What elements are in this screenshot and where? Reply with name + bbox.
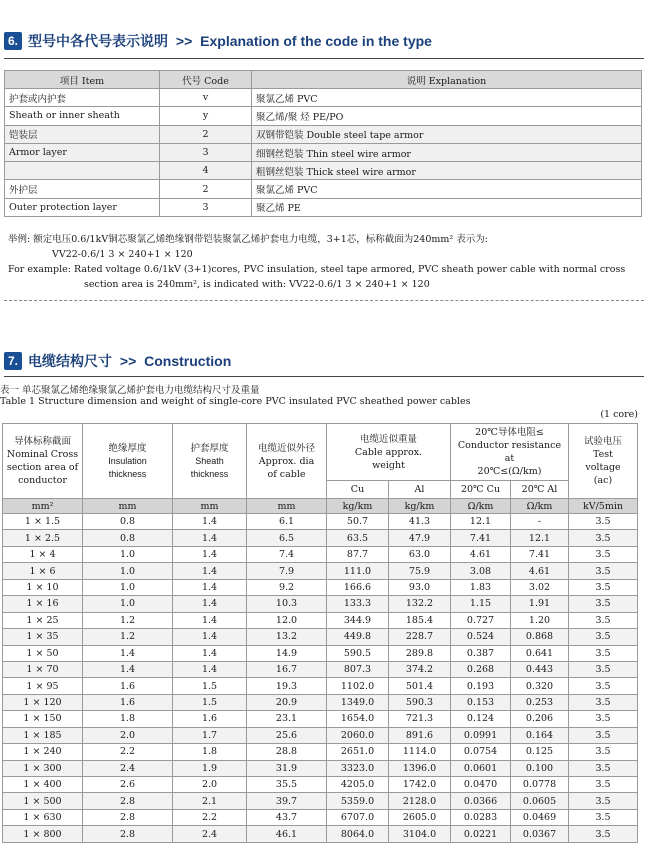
section-6-heading <box>4 31 432 51</box>
sheath-cell: 1.4 <box>173 629 247 645</box>
res-cu-cell: 12.1 <box>451 514 511 530</box>
table-row <box>3 711 638 727</box>
weight-al-cell: 590.3 <box>389 694 451 710</box>
res-al-cell: 0.0367 <box>511 826 569 842</box>
code-cell: 3 <box>160 198 252 216</box>
res-cu-cell: 3.08 <box>451 563 511 579</box>
res-cu-cell: 0.387 <box>451 645 511 661</box>
dia-cell: 7.9 <box>247 563 327 579</box>
sheath-cell: 1.5 <box>173 678 247 694</box>
weight-cu-cell: 111.0 <box>327 563 389 579</box>
insulation-cell: 2.6 <box>83 777 173 793</box>
weight-cu-cell: 1349.0 <box>327 694 389 710</box>
res-al-cell: 12.1 <box>511 530 569 546</box>
res-cu-cell: 0.0991 <box>451 727 511 743</box>
voltage-cell: 3.5 <box>569 678 638 694</box>
table-row <box>3 694 638 710</box>
voltage-cell: 3.5 <box>569 711 638 727</box>
example-cn-code: VV22-0.6/1 3 × 240+1 × 120 <box>52 249 193 260</box>
section-7-title-en: Construction <box>144 353 232 369</box>
cross-section-cell: 1 × 500 <box>3 793 83 809</box>
explanation-cell: 双钢带铠装 Double steel tape armor <box>252 125 642 143</box>
res-al-cell: 1.91 <box>511 596 569 612</box>
cross-section-cell: 1 × 70 <box>3 661 83 677</box>
dia-cell: 13.2 <box>247 629 327 645</box>
voltage-cell: 3.5 <box>569 694 638 710</box>
res-cu-cell: 0.524 <box>451 629 511 645</box>
explanation-cell: 粗钢丝铠装 Thick steel wire armor <box>252 162 642 180</box>
sheath-cell: 1.4 <box>173 645 247 661</box>
res-al-cell: 0.320 <box>511 678 569 694</box>
section-6-number: 6. <box>4 32 22 50</box>
voltage-cell: 3.5 <box>569 645 638 661</box>
insulation-cell: 1.0 <box>83 596 173 612</box>
section-6-rule <box>4 58 644 59</box>
res-cu-cell: 0.0221 <box>451 826 511 842</box>
dia-cell: 35.5 <box>247 777 327 793</box>
col-voltage: 试验电压 Test voltage (ac) <box>569 424 638 499</box>
res-al-cell: 0.100 <box>511 760 569 776</box>
table-row <box>3 793 638 809</box>
weight-al-cell: 185.4 <box>389 612 451 628</box>
table-caption-en: Table 1 Structure dimension and weight of single-core PVC insulated PVC sheathed power cables <box>0 396 471 407</box>
explanation-cell: 聚氯乙烯 PVC <box>252 89 642 107</box>
dia-cell: 31.9 <box>247 760 327 776</box>
col-dia: 电缆近似外径 Approx. dia of cable <box>247 424 327 499</box>
res-cu-cell: 0.268 <box>451 661 511 677</box>
col-weight: 电缆近似重量 Cable approx. weight <box>327 424 451 481</box>
insulation-cell: 1.0 <box>83 546 173 562</box>
weight-cu-cell: 2651.0 <box>327 744 389 760</box>
weight-cu-cell: 4205.0 <box>327 777 389 793</box>
section-6-title <box>28 31 432 51</box>
weight-al-cell: 3104.0 <box>389 826 451 842</box>
item-cell: 护套或内护套 <box>5 89 160 107</box>
res-al-cell: 3.02 <box>511 579 569 595</box>
example-en-line: For example: Rated voltage 0.6/1kV (3+1)cores, PVC insulation, steel tape armored, PVC sheath power cable with normal cross <box>8 264 626 275</box>
table-row <box>5 143 642 161</box>
example-divider <box>4 300 644 301</box>
section-6-arrows: >> <box>175 33 193 49</box>
insulation-cell: 0.8 <box>83 514 173 530</box>
cross-section-cell: 1 × 240 <box>3 744 83 760</box>
insulation-cell: 2.8 <box>83 826 173 842</box>
sheath-cell: 1.4 <box>173 530 247 546</box>
dia-cell: 16.7 <box>247 661 327 677</box>
weight-al-cell: 132.2 <box>389 596 451 612</box>
weight-al-cell: 1742.0 <box>389 777 451 793</box>
res-cu-cell: 0.0283 <box>451 809 511 825</box>
item-cell: Armor layer <box>5 143 160 161</box>
sheath-cell: 2.4 <box>173 826 247 842</box>
cross-section-cell: 1 × 630 <box>3 809 83 825</box>
voltage-cell: 3.5 <box>569 826 638 842</box>
col-weight-cu: Cu <box>327 481 389 499</box>
unit-cell: Ω/km <box>451 499 511 514</box>
item-cell: Outer protection layer <box>5 198 160 216</box>
construction-table <box>2 423 638 843</box>
header-explanation: 说明 Explanation <box>252 71 642 89</box>
sheath-cell: 1.4 <box>173 546 247 562</box>
section-7-heading <box>4 351 231 371</box>
table-row <box>5 125 642 143</box>
explanation-cell: 聚乙烯 PE <box>252 198 642 216</box>
voltage-cell: 3.5 <box>569 563 638 579</box>
sheath-cell: 1.6 <box>173 711 247 727</box>
res-al-cell: 1.20 <box>511 612 569 628</box>
res-cu-cell: 7.41 <box>451 530 511 546</box>
table-row <box>3 661 638 677</box>
voltage-cell: 3.5 <box>569 612 638 628</box>
cross-section-cell: 1 × 50 <box>3 645 83 661</box>
sheath-cell: 1.4 <box>173 563 247 579</box>
voltage-cell: 3.5 <box>569 596 638 612</box>
explanation-cell: 细钢丝铠装 Thin steel wire armor <box>252 143 642 161</box>
cross-section-cell: 1 × 95 <box>3 678 83 694</box>
voltage-cell: 3.5 <box>569 809 638 825</box>
unit-cell: Ω/km <box>511 499 569 514</box>
construction-header-row <box>3 424 638 481</box>
weight-al-cell: 721.3 <box>389 711 451 727</box>
table-row <box>3 645 638 661</box>
insulation-cell: 2.4 <box>83 760 173 776</box>
dia-cell: 9.2 <box>247 579 327 595</box>
weight-al-cell: 891.6 <box>389 727 451 743</box>
weight-cu-cell: 6707.0 <box>327 809 389 825</box>
cross-section-cell: 1 × 10 <box>3 579 83 595</box>
code-cell: v <box>160 89 252 107</box>
weight-cu-cell: 449.8 <box>327 629 389 645</box>
insulation-cell: 2.0 <box>83 727 173 743</box>
section-7-arrows: >> <box>119 353 137 369</box>
cross-section-cell: 1 × 4 <box>3 546 83 562</box>
res-cu-cell: 0.727 <box>451 612 511 628</box>
voltage-cell: 3.5 <box>569 727 638 743</box>
weight-cu-cell: 5359.0 <box>327 793 389 809</box>
code-cell: 2 <box>160 125 252 143</box>
sheath-cell: 1.8 <box>173 744 247 760</box>
unit-cell: mm <box>83 499 173 514</box>
cross-section-cell: 1 × 2.5 <box>3 530 83 546</box>
table-row <box>5 162 642 180</box>
cross-section-cell: 1 × 16 <box>3 596 83 612</box>
voltage-cell: 3.5 <box>569 661 638 677</box>
res-cu-cell: 0.0366 <box>451 793 511 809</box>
dia-cell: 23.1 <box>247 711 327 727</box>
table-row <box>3 678 638 694</box>
code-cell: 4 <box>160 162 252 180</box>
section-6-title-en: Explanation of the code in the type <box>200 33 432 49</box>
col-res-cu: 20℃ Cu <box>451 481 511 499</box>
weight-cu-cell: 1654.0 <box>327 711 389 727</box>
voltage-cell: 3.5 <box>569 760 638 776</box>
table-row <box>3 596 638 612</box>
dia-cell: 7.4 <box>247 546 327 562</box>
res-cu-cell: 0.193 <box>451 678 511 694</box>
sheath-cell: 1.4 <box>173 579 247 595</box>
weight-al-cell: 501.4 <box>389 678 451 694</box>
res-cu-cell: 0.0470 <box>451 777 511 793</box>
table-row <box>3 563 638 579</box>
insulation-cell: 1.0 <box>83 563 173 579</box>
code-cell: 2 <box>160 180 252 198</box>
dia-cell: 10.3 <box>247 596 327 612</box>
section-7-rule <box>4 376 644 377</box>
voltage-cell: 3.5 <box>569 514 638 530</box>
col-resistance: 20℃导体电阻≤ Conductor resistance at 20℃≤(Ω/km) <box>451 424 569 481</box>
sheath-cell: 2.2 <box>173 809 247 825</box>
dia-cell: 46.1 <box>247 826 327 842</box>
col-insulation: 绝缘厚度 Insulation thickness <box>83 424 173 499</box>
table-row <box>5 89 642 107</box>
res-cu-cell: 0.153 <box>451 694 511 710</box>
section-7-number: 7. <box>4 352 22 370</box>
weight-cu-cell: 1102.0 <box>327 678 389 694</box>
insulation-cell: 1.0 <box>83 579 173 595</box>
unit-cell: kg/km <box>327 499 389 514</box>
example-en-line-2: section area is 240mm², is indicated with: VV22-0.6/1 3 × 240+1 × 120 <box>84 279 430 290</box>
table-row <box>3 777 638 793</box>
res-al-cell: 0.641 <box>511 645 569 661</box>
insulation-cell: 1.8 <box>83 711 173 727</box>
weight-cu-cell: 344.9 <box>327 612 389 628</box>
res-cu-cell: 4.61 <box>451 546 511 562</box>
core-note: (1 core) <box>600 409 638 420</box>
voltage-cell: 3.5 <box>569 579 638 595</box>
res-al-cell: 0.868 <box>511 629 569 645</box>
voltage-cell: 3.5 <box>569 546 638 562</box>
cross-section-cell: 1 × 1.5 <box>3 514 83 530</box>
unit-cell: mm <box>173 499 247 514</box>
dia-cell: 19.3 <box>247 678 327 694</box>
table-row <box>3 826 638 842</box>
sheath-cell: 1.5 <box>173 694 247 710</box>
table-row <box>5 198 642 216</box>
explanation-cell: 聚氯乙烯 PVC <box>252 180 642 198</box>
weight-cu-cell: 3323.0 <box>327 760 389 776</box>
sheath-cell: 1.7 <box>173 727 247 743</box>
sheath-cell: 1.4 <box>173 661 247 677</box>
sheath-cell: 2.1 <box>173 793 247 809</box>
insulation-cell: 1.4 <box>83 661 173 677</box>
code-explanation-table <box>4 70 642 217</box>
weight-cu-cell: 8064.0 <box>327 826 389 842</box>
col-res-al: 20℃ Al <box>511 481 569 499</box>
insulation-cell: 0.8 <box>83 530 173 546</box>
cross-section-cell: 1 × 800 <box>3 826 83 842</box>
res-al-cell: 0.443 <box>511 661 569 677</box>
weight-al-cell: 228.7 <box>389 629 451 645</box>
dia-cell: 43.7 <box>247 809 327 825</box>
voltage-cell: 3.5 <box>569 629 638 645</box>
item-cell: Sheath or inner sheath <box>5 107 160 125</box>
insulation-cell: 2.8 <box>83 793 173 809</box>
table-row <box>3 514 638 530</box>
item-cell: 铠装层 <box>5 125 160 143</box>
res-al-cell: 0.253 <box>511 694 569 710</box>
dia-cell: 6.1 <box>247 514 327 530</box>
example-block <box>8 232 625 292</box>
weight-cu-cell: 590.5 <box>327 645 389 661</box>
weight-cu-cell: 166.6 <box>327 579 389 595</box>
res-cu-cell: 0.0601 <box>451 760 511 776</box>
header-item: 项目 Item <box>5 71 160 89</box>
header-code: 代号 Code <box>160 71 252 89</box>
dia-cell: 28.8 <box>247 744 327 760</box>
weight-al-cell: 1114.0 <box>389 744 451 760</box>
sheath-cell: 2.0 <box>173 777 247 793</box>
insulation-cell: 1.2 <box>83 612 173 628</box>
voltage-cell: 3.5 <box>569 530 638 546</box>
cross-section-cell: 1 × 150 <box>3 711 83 727</box>
insulation-cell: 2.8 <box>83 809 173 825</box>
res-cu-cell: 1.15 <box>451 596 511 612</box>
cross-section-cell: 1 × 35 <box>3 629 83 645</box>
cross-section-cell: 1 × 6 <box>3 563 83 579</box>
dia-cell: 39.7 <box>247 793 327 809</box>
res-al-cell: 7.41 <box>511 546 569 562</box>
dia-cell: 25.6 <box>247 727 327 743</box>
insulation-cell: 1.6 <box>83 694 173 710</box>
table-row <box>3 760 638 776</box>
table-row <box>5 180 642 198</box>
res-al-cell: 0.125 <box>511 744 569 760</box>
table-row <box>3 629 638 645</box>
weight-al-cell: 2605.0 <box>389 809 451 825</box>
weight-cu-cell: 133.3 <box>327 596 389 612</box>
insulation-cell: 1.6 <box>83 678 173 694</box>
weight-al-cell: 47.9 <box>389 530 451 546</box>
res-al-cell: - <box>511 514 569 530</box>
unit-cell: mm² <box>3 499 83 514</box>
voltage-cell: 3.5 <box>569 793 638 809</box>
code-cell: 3 <box>160 143 252 161</box>
res-cu-cell: 1.83 <box>451 579 511 595</box>
voltage-cell: 3.5 <box>569 777 638 793</box>
sheath-cell: 1.4 <box>173 596 247 612</box>
voltage-cell: 3.5 <box>569 744 638 760</box>
table-row <box>3 744 638 760</box>
weight-al-cell: 93.0 <box>389 579 451 595</box>
col-weight-al: Al <box>389 481 451 499</box>
unit-cell: mm <box>247 499 327 514</box>
units-row <box>3 499 638 514</box>
table-caption-cn: 表一 单芯聚氯乙烯绝缘聚氯乙烯护套电力电缆结构尺寸及重量 <box>0 385 260 396</box>
weight-cu-cell: 2060.0 <box>327 727 389 743</box>
sheath-cell: 1.4 <box>173 612 247 628</box>
table-row <box>3 809 638 825</box>
unit-cell: kV/5min <box>569 499 638 514</box>
table-row <box>3 727 638 743</box>
item-cell: 外护层 <box>5 180 160 198</box>
sheath-cell: 1.4 <box>173 514 247 530</box>
code-cell: y <box>160 107 252 125</box>
weight-al-cell: 374.2 <box>389 661 451 677</box>
res-al-cell: 0.164 <box>511 727 569 743</box>
construction-table-body <box>3 514 638 843</box>
dia-cell: 6.5 <box>247 530 327 546</box>
res-cu-cell: 0.0754 <box>451 744 511 760</box>
res-al-cell: 4.61 <box>511 563 569 579</box>
col-cross-section: 导体标称截面 Nominal Cross section area of conductor <box>3 424 83 499</box>
dia-cell: 14.9 <box>247 645 327 661</box>
weight-al-cell: 63.0 <box>389 546 451 562</box>
table-row <box>5 107 642 125</box>
weight-al-cell: 289.8 <box>389 645 451 661</box>
table-row <box>3 612 638 628</box>
table-row <box>3 546 638 562</box>
cross-section-cell: 1 × 300 <box>3 760 83 776</box>
res-cu-cell: 0.124 <box>451 711 511 727</box>
section-7-title <box>28 351 231 371</box>
section-7-title-cn: 电缆结构尺寸 <box>28 353 112 369</box>
table-row <box>3 579 638 595</box>
weight-cu-cell: 807.3 <box>327 661 389 677</box>
cross-section-cell: 1 × 185 <box>3 727 83 743</box>
weight-al-cell: 41.3 <box>389 514 451 530</box>
insulation-cell: 1.2 <box>83 629 173 645</box>
col-sheath: 护套厚度 Sheath thickness <box>173 424 247 499</box>
res-al-cell: 0.206 <box>511 711 569 727</box>
res-al-cell: 0.0778 <box>511 777 569 793</box>
unit-cell: kg/km <box>389 499 451 514</box>
weight-al-cell: 75.9 <box>389 563 451 579</box>
weight-al-cell: 1396.0 <box>389 760 451 776</box>
weight-al-cell: 2128.0 <box>389 793 451 809</box>
insulation-cell: 1.4 <box>83 645 173 661</box>
weight-cu-cell: 87.7 <box>327 546 389 562</box>
res-al-cell: 0.0605 <box>511 793 569 809</box>
example-cn-line: 举例: 额定电压0.6/1kV铜芯聚氯乙烯绝缘钢带铠装聚氯乙烯护套电力电缆，3+1芯，标称截面为240mm² 表示为: <box>8 234 488 245</box>
cross-section-cell: 1 × 400 <box>3 777 83 793</box>
item-cell <box>5 162 160 180</box>
code-table-header <box>5 71 642 89</box>
dia-cell: 20.9 <box>247 694 327 710</box>
dia-cell: 12.0 <box>247 612 327 628</box>
cross-section-cell: 1 × 25 <box>3 612 83 628</box>
sheath-cell: 1.9 <box>173 760 247 776</box>
weight-cu-cell: 50.7 <box>327 514 389 530</box>
table-row <box>3 530 638 546</box>
cross-section-cell: 1 × 120 <box>3 694 83 710</box>
res-al-cell: 0.0469 <box>511 809 569 825</box>
section-6-title-cn: 型号中各代号表示说明 <box>28 33 168 49</box>
weight-cu-cell: 63.5 <box>327 530 389 546</box>
insulation-cell: 2.2 <box>83 744 173 760</box>
explanation-cell: 聚乙烯/聚 烃 PE/PO <box>252 107 642 125</box>
